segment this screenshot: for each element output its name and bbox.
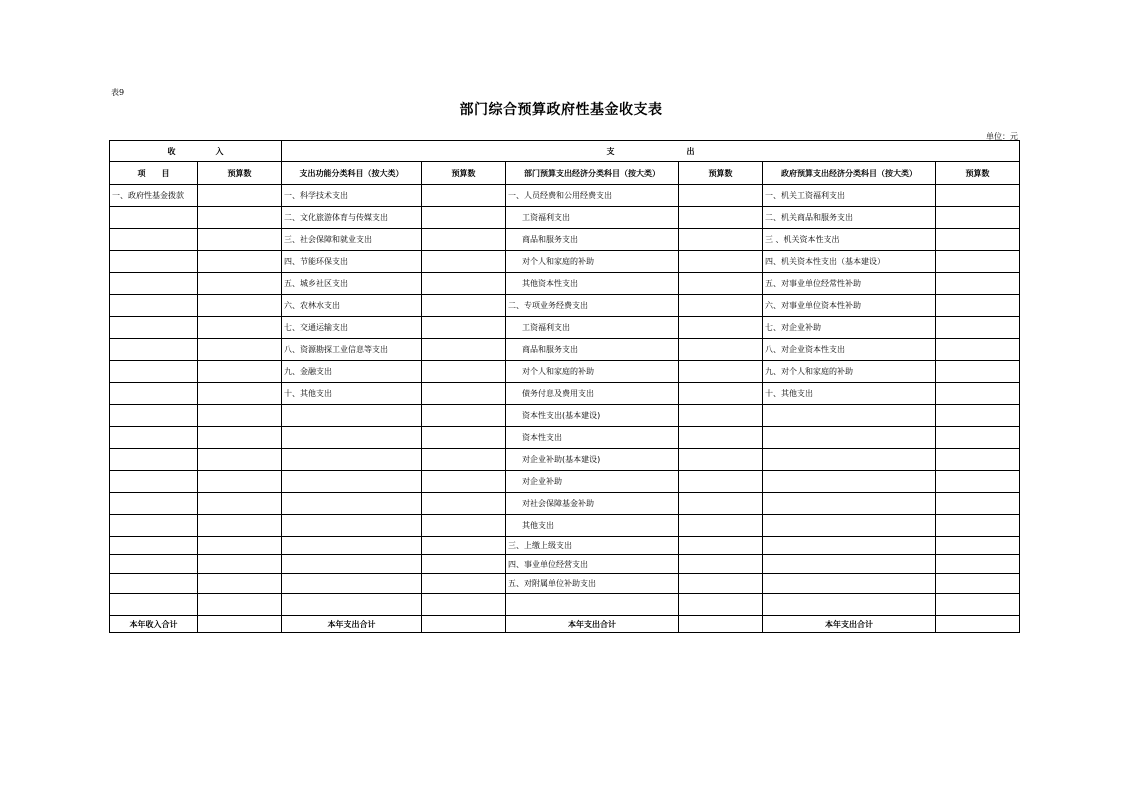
gov-econ-class-cell (763, 449, 936, 471)
dept-budget-cell (679, 207, 763, 229)
func-class-cell: 三、社会保障和就业支出 (282, 229, 422, 251)
func-class-cell: 六、农林水支出 (282, 295, 422, 317)
expense-group-header: 支 出 (282, 141, 1020, 162)
gov-econ-class-cell: 一、机关工资福利支出 (763, 185, 936, 207)
gov-econ-class-cell (763, 493, 936, 515)
func-class-cell: 一、科学技术支出 (282, 185, 422, 207)
gov-budget-cell (936, 273, 1020, 295)
gov-total-value (936, 616, 1020, 633)
dept-budget-cell (679, 493, 763, 515)
gov-budget-cell (936, 295, 1020, 317)
col-header-func-budget: 预算数 (422, 162, 506, 185)
table-row (110, 361, 1020, 383)
dept-econ-class-cell: 资本性支出(基本建设) (506, 405, 679, 427)
func-budget-cell (422, 361, 506, 383)
dept-econ-class-cell: 对企业补助 (506, 471, 679, 493)
dept-econ-class-cell: 对个人和家庭的补助 (506, 361, 679, 383)
table-row (110, 493, 1020, 515)
dept-budget-cell (679, 515, 763, 537)
dept-econ-class-cell: 四、事业单位经营支出 (506, 555, 679, 574)
table-row (110, 471, 1020, 493)
dept-budget-cell (679, 361, 763, 383)
gov-budget-cell (936, 251, 1020, 273)
gov-econ-class-cell: 八、对企业资本性支出 (763, 339, 936, 361)
dept-budget-cell (679, 574, 763, 594)
table-row (110, 339, 1020, 361)
col-header-item: 项 目 (110, 162, 198, 185)
func-budget-cell (422, 471, 506, 493)
dept-budget-cell (679, 427, 763, 449)
dept-econ-class-cell: 资本性支出 (506, 427, 679, 449)
func-class-cell: 四、节能环保支出 (282, 251, 422, 273)
income-item-cell (110, 317, 198, 339)
gov-budget-cell (936, 405, 1020, 427)
func-budget-cell (422, 555, 506, 574)
func-budget-cell (422, 273, 506, 295)
income-budget-cell (198, 405, 282, 427)
func-budget-cell (422, 295, 506, 317)
income-budget-cell (198, 594, 282, 616)
income-budget-cell (198, 339, 282, 361)
income-item-cell (110, 493, 198, 515)
dept-budget-cell (679, 383, 763, 405)
table-row (110, 405, 1020, 427)
dept-econ-class-cell: 商品和服务支出 (506, 229, 679, 251)
income-budget-cell (198, 383, 282, 405)
income-budget-cell (198, 574, 282, 594)
func-class-cell (282, 449, 422, 471)
dept-econ-class-cell: 对社会保障基金补助 (506, 493, 679, 515)
table-row (110, 515, 1020, 537)
gov-budget-cell (936, 317, 1020, 339)
gov-budget-cell (936, 339, 1020, 361)
income-budget-cell (198, 317, 282, 339)
gov-budget-cell (936, 594, 1020, 616)
budget-table (109, 140, 1020, 633)
dept-econ-class-cell: 债务付息及费用支出 (506, 383, 679, 405)
income-item-cell (110, 471, 198, 493)
income-item-cell (110, 537, 198, 555)
table-row (110, 207, 1020, 229)
income-budget-cell (198, 537, 282, 555)
dept-budget-cell (679, 339, 763, 361)
func-budget-cell (422, 229, 506, 251)
dept-econ-class-cell: 一、人员经费和公用经费支出 (506, 185, 679, 207)
func-budget-cell (422, 339, 506, 361)
col-header-gov-econ-class: 政府预算支出经济分类科目（按大类） (763, 162, 936, 185)
income-budget-cell (198, 251, 282, 273)
gov-budget-cell (936, 449, 1020, 471)
income-budget-cell (198, 185, 282, 207)
func-budget-cell (422, 574, 506, 594)
gov-econ-class-cell (763, 515, 936, 537)
func-budget-cell (422, 594, 506, 616)
gov-econ-class-cell: 三 、机关资本性支出 (763, 229, 936, 251)
income-total-label: 本年收入合计 (110, 616, 198, 633)
func-class-cell (282, 537, 422, 555)
income-budget-cell (198, 471, 282, 493)
gov-budget-cell (936, 185, 1020, 207)
gov-budget-cell (936, 493, 1020, 515)
gov-budget-cell (936, 515, 1020, 537)
table-row (110, 317, 1020, 339)
column-header-row (110, 162, 1020, 185)
func-class-cell: 八、资源勘探工业信息等支出 (282, 339, 422, 361)
gov-econ-class-cell: 七、对企业补助 (763, 317, 936, 339)
dept-budget-cell (679, 229, 763, 251)
dept-econ-class-cell: 其他支出 (506, 515, 679, 537)
table-row (110, 537, 1020, 555)
income-budget-cell (198, 493, 282, 515)
income-group-header: 收 入 (110, 141, 282, 162)
gov-budget-cell (936, 229, 1020, 251)
income-item-cell (110, 339, 198, 361)
dept-budget-cell (679, 537, 763, 555)
income-item-cell (110, 207, 198, 229)
gov-econ-class-cell (763, 574, 936, 594)
gov-budget-cell (936, 383, 1020, 405)
dept-budget-cell (679, 295, 763, 317)
table-row (110, 185, 1020, 207)
gov-econ-class-cell: 九、对个人和家庭的补助 (763, 361, 936, 383)
func-total-value (422, 616, 506, 633)
group-header-row (110, 141, 1020, 162)
gov-econ-class-cell: 十、其他支出 (763, 383, 936, 405)
table-row (110, 383, 1020, 405)
func-budget-cell (422, 405, 506, 427)
dept-budget-cell (679, 471, 763, 493)
gov-econ-class-cell (763, 594, 936, 616)
table-number: 表9 (111, 88, 125, 97)
income-item-cell (110, 574, 198, 594)
dept-econ-class-cell: 三、上缴上级支出 (506, 537, 679, 555)
table-row (110, 574, 1020, 594)
dept-budget-cell (679, 555, 763, 574)
func-class-cell: 五、城乡社区支出 (282, 273, 422, 295)
dept-econ-class-cell: 二、专项业务经费支出 (506, 295, 679, 317)
income-item-cell (110, 427, 198, 449)
income-budget-cell (198, 515, 282, 537)
func-class-cell (282, 574, 422, 594)
table-row (110, 449, 1020, 471)
dept-econ-class-cell: 五、对附属单位补助支出 (506, 574, 679, 594)
income-item-cell (110, 361, 198, 383)
dept-econ-class-cell: 对企业补助(基本建设) (506, 449, 679, 471)
income-budget-cell (198, 555, 282, 574)
totals-row (110, 616, 1020, 633)
gov-econ-class-cell: 二、机关商品和服务支出 (763, 207, 936, 229)
func-total-label: 本年支出合计 (282, 616, 422, 633)
income-budget-cell (198, 449, 282, 471)
dept-budget-cell (679, 273, 763, 295)
gov-econ-class-cell (763, 427, 936, 449)
func-budget-cell (422, 383, 506, 405)
income-budget-cell (198, 229, 282, 251)
income-item-cell (110, 251, 198, 273)
dept-budget-cell (679, 405, 763, 427)
gov-econ-class-cell (763, 471, 936, 493)
func-class-cell (282, 427, 422, 449)
income-item-cell (110, 555, 198, 574)
income-item-cell (110, 229, 198, 251)
table-row (110, 273, 1020, 295)
dept-budget-cell (679, 251, 763, 273)
func-class-cell (282, 405, 422, 427)
gov-budget-cell (936, 471, 1020, 493)
income-budget-cell (198, 295, 282, 317)
func-budget-cell (422, 493, 506, 515)
gov-econ-class-cell (763, 537, 936, 555)
table-row (110, 427, 1020, 449)
table-row (110, 295, 1020, 317)
income-item-cell (110, 295, 198, 317)
page-title: 部门综合预算政府性基金收支表 (459, 102, 663, 118)
income-budget-cell (198, 427, 282, 449)
income-budget-cell (198, 361, 282, 383)
gov-econ-class-cell: 六、对事业单位资本性补助 (763, 295, 936, 317)
col-header-func-class: 支出功能分类科目（按大类） (282, 162, 422, 185)
income-budget-cell (198, 273, 282, 295)
gov-budget-cell (936, 555, 1020, 574)
func-budget-cell (422, 185, 506, 207)
gov-budget-cell (936, 207, 1020, 229)
func-class-cell: 十、其他支出 (282, 383, 422, 405)
dept-econ-class-cell: 其他资本性支出 (506, 273, 679, 295)
func-budget-cell (422, 449, 506, 471)
income-budget-cell (198, 207, 282, 229)
dept-budget-cell (679, 317, 763, 339)
func-class-cell (282, 493, 422, 515)
dept-budget-cell (679, 594, 763, 616)
income-item-cell (110, 449, 198, 471)
income-item-cell (110, 383, 198, 405)
gov-econ-class-cell: 五、对事业单位经常性补助 (763, 273, 936, 295)
gov-budget-cell (936, 537, 1020, 555)
func-class-cell (282, 555, 422, 574)
col-header-income-budget: 预算数 (198, 162, 282, 185)
func-class-cell (282, 471, 422, 493)
dept-total-value (679, 616, 763, 633)
dept-budget-cell (679, 185, 763, 207)
dept-total-label: 本年支出合计 (506, 616, 679, 633)
gov-econ-class-cell: 四、机关资本性支出（基本建设） (763, 251, 936, 273)
func-budget-cell (422, 317, 506, 339)
col-header-gov-budget: 预算数 (936, 162, 1020, 185)
gov-budget-cell (936, 427, 1020, 449)
func-budget-cell (422, 251, 506, 273)
func-budget-cell (422, 427, 506, 449)
dept-econ-class-cell: 商品和服务支出 (506, 339, 679, 361)
col-header-dept-econ-class: 部门预算支出经济分类科目（按大类） (506, 162, 679, 185)
unit-label: 单位：元 (986, 132, 1018, 141)
table-row (110, 594, 1020, 616)
func-class-cell: 二、文化旅游体育与传媒支出 (282, 207, 422, 229)
func-class-cell (282, 594, 422, 616)
func-budget-cell (422, 515, 506, 537)
income-item-cell (110, 405, 198, 427)
gov-total-label: 本年支出合计 (763, 616, 936, 633)
dept-econ-class-cell: 工资福利支出 (506, 207, 679, 229)
gov-econ-class-cell (763, 405, 936, 427)
gov-budget-cell (936, 361, 1020, 383)
dept-econ-class-cell: 工资福利支出 (506, 317, 679, 339)
func-class-cell: 七、交通运输支出 (282, 317, 422, 339)
gov-econ-class-cell (763, 555, 936, 574)
table-row (110, 251, 1020, 273)
income-item-cell (110, 594, 198, 616)
income-item-cell (110, 273, 198, 295)
func-class-cell: 九、金融支出 (282, 361, 422, 383)
income-total-value (198, 616, 282, 633)
dept-econ-class-cell: 对个人和家庭的补助 (506, 251, 679, 273)
table-row (110, 555, 1020, 574)
col-header-dept-budget: 预算数 (679, 162, 763, 185)
func-budget-cell (422, 537, 506, 555)
gov-budget-cell (936, 574, 1020, 594)
income-item-cell: 一、政府性基金拨款 (110, 185, 198, 207)
dept-econ-class-cell (506, 594, 679, 616)
dept-budget-cell (679, 449, 763, 471)
func-budget-cell (422, 207, 506, 229)
table-row (110, 229, 1020, 251)
income-item-cell (110, 515, 198, 537)
func-class-cell (282, 515, 422, 537)
